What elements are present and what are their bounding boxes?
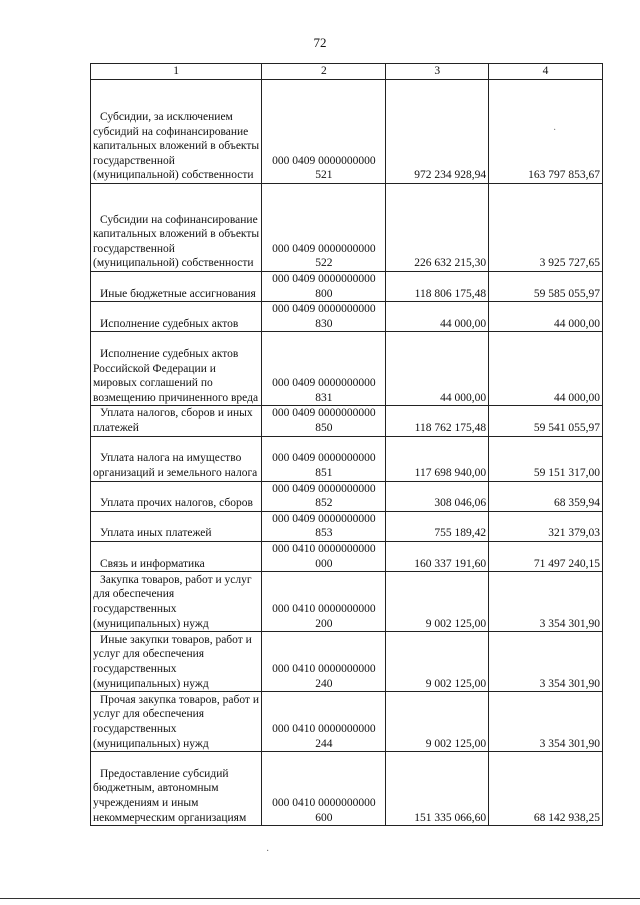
code-type: 240 (315, 677, 333, 690)
row-value-a: 755 189,42 (386, 511, 489, 541)
row-value-a: 9 002 125,00 (386, 692, 489, 752)
column-header: 2 (262, 64, 386, 80)
column-header: 4 (489, 64, 603, 80)
code-type: 853 (315, 527, 333, 540)
table-row (91, 481, 603, 511)
row-value-a: 44 000,00 (386, 302, 489, 332)
budget-table (90, 63, 603, 826)
row-code (262, 406, 386, 436)
column-header: 3 (386, 64, 489, 80)
row-name: Исполнение судебных актов (91, 302, 262, 332)
row-name: Связь и информатика (91, 541, 262, 571)
row-code (262, 272, 386, 302)
code-type: 800 (315, 287, 333, 300)
row-code (262, 632, 386, 692)
row-name: Уплата прочих налогов, сборов (91, 481, 262, 511)
row-name: Иные закупки товаров, работ и услуг для обеспечения государственных (муниципальных) нужд (91, 632, 262, 692)
row-value-b: 68 142 938,25 (489, 752, 603, 826)
code-prefix: 000 0410 0000000000 (272, 662, 376, 675)
row-value-b: 3 925 727,65 (489, 184, 603, 272)
row-code (262, 481, 386, 511)
column-header: 1 (91, 64, 262, 80)
table-row (91, 692, 603, 752)
code-type: 244 (315, 737, 333, 750)
row-value-b: 44 000,00 (489, 332, 603, 406)
row-value-b: 3 354 301,90 (489, 572, 603, 632)
row-code (262, 184, 386, 272)
row-value-a: 9 002 125,00 (386, 632, 489, 692)
code-prefix: 000 0409 0000000000 (272, 512, 376, 525)
row-name: Иные бюджетные ассигнования (91, 272, 262, 302)
code-type: 000 (315, 557, 333, 570)
table-row (91, 406, 603, 436)
row-value-b: 163 797 853,67 (489, 80, 603, 184)
row-value-b: 59 151 317,00 (489, 436, 603, 481)
row-code (262, 572, 386, 632)
code-prefix: 000 0409 0000000000 (272, 452, 376, 465)
code-type: 521 (315, 169, 333, 182)
row-value-a: 44 000,00 (386, 332, 489, 406)
table-row (91, 184, 603, 272)
code-type: 850 (315, 421, 333, 434)
row-value-a: 118 806 175,48 (386, 272, 489, 302)
code-prefix: 000 0409 0000000000 (272, 407, 376, 420)
row-name: Закупка товаров, работ и услуг для обеспечения государственных (муниципальных) нужд (91, 572, 262, 632)
code-prefix: 000 0409 0000000000 (272, 154, 376, 167)
table-row (91, 302, 603, 332)
scan-speck: · (553, 125, 557, 136)
code-type: 851 (315, 466, 333, 479)
row-code (262, 692, 386, 752)
table-row (91, 511, 603, 541)
row-code (262, 752, 386, 826)
code-prefix: 000 0410 0000000000 (272, 722, 376, 735)
table-row (91, 272, 603, 302)
row-value-b: 59 585 055,97 (489, 272, 603, 302)
code-prefix: 000 0409 0000000000 (272, 303, 376, 316)
table-header-row (91, 64, 603, 80)
table-row (91, 632, 603, 692)
row-value-a: 117 698 940,00 (386, 436, 489, 481)
page-number: 72 (313, 35, 327, 50)
row-value-b: 321 379,03 (489, 511, 603, 541)
code-type: 852 (315, 497, 333, 510)
page-bottom-rule (0, 898, 640, 899)
table-row (91, 332, 603, 406)
scan-speck: · (266, 846, 270, 857)
code-type: 522 (315, 257, 333, 270)
row-code (262, 302, 386, 332)
row-name: Исполнение судебных актов Российской Федерации и мировых соглашений по возмещению причиненного вреда (91, 332, 262, 406)
code-prefix: 000 0409 0000000000 (272, 482, 376, 495)
row-code (262, 511, 386, 541)
row-value-a: 9 002 125,00 (386, 572, 489, 632)
row-name: Уплата налога на имущество организаций и земельного налога (91, 436, 262, 481)
code-type: 830 (315, 317, 333, 330)
row-code (262, 80, 386, 184)
table-row (91, 436, 603, 481)
row-name: Субсидии, за исключением субсидий на софинансирование капитальных вложений в объекты государственной (муниципальной) собственности (91, 80, 262, 184)
code-prefix: 000 0409 0000000000 (272, 273, 376, 285)
row-value-a: 160 337 191,60 (386, 541, 489, 571)
row-name: Уплата налогов, сборов и иных платежей (91, 406, 262, 436)
row-name: Уплата иных платежей (91, 511, 262, 541)
code-type: 600 (315, 811, 333, 824)
row-value-a: 151 335 066,60 (386, 752, 489, 826)
table-row (91, 541, 603, 571)
code-prefix: 000 0410 0000000000 (272, 542, 376, 555)
row-value-a: 118 762 175,48 (386, 406, 489, 436)
row-name: Прочая закупка товаров, работ и услуг для обеспечения государственных (муниципальных) нужд (91, 692, 262, 752)
code-type: 200 (315, 617, 333, 630)
row-value-b: 68 359,94 (489, 481, 603, 511)
table-row (91, 572, 603, 632)
row-name: Субсидии на софинансирование капитальных вложений в объекты государственной (муниципальной) собственности (91, 184, 262, 272)
row-value-b: 3 354 301,90 (489, 632, 603, 692)
code-prefix: 000 0409 0000000000 (272, 377, 376, 390)
row-value-b: 71 497 240,15 (489, 541, 603, 571)
row-value-b: 3 354 301,90 (489, 692, 603, 752)
code-prefix: 000 0410 0000000000 (272, 602, 376, 615)
table-row (91, 80, 603, 184)
row-value-b: 44 000,00 (489, 302, 603, 332)
row-value-a: 308 046,06 (386, 481, 489, 511)
table-row (91, 752, 603, 826)
row-code (262, 541, 386, 571)
code-prefix: 000 0410 0000000000 (272, 796, 376, 809)
row-value-a: 226 632 215,30 (386, 184, 489, 272)
row-code (262, 436, 386, 481)
row-value-b: 59 541 055,97 (489, 406, 603, 436)
row-code (262, 332, 386, 406)
row-value-a: 972 234 928,94 (386, 80, 489, 184)
code-type: 831 (315, 391, 333, 404)
code-prefix: 000 0409 0000000000 (272, 242, 376, 255)
row-name: Предоставление субсидий бюджетным, автономным учреждениям и иным некоммерческим организациям (91, 752, 262, 826)
